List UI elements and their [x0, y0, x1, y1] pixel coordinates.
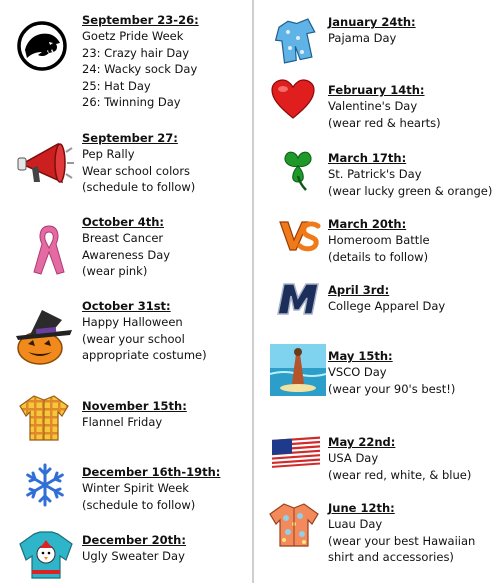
event-text: [328, 500, 475, 566]
flannel-shirt-icon: [18, 392, 70, 444]
event-date: December 16th-19th:: [82, 465, 221, 479]
event-line: shirt and accessories): [328, 550, 454, 565]
event-line: 24: Wacky sock Day: [82, 62, 198, 77]
event-line: (wear your school: [82, 331, 185, 346]
event-text: [328, 150, 492, 199]
event-line: St. Patrick's Day: [328, 167, 422, 182]
snowflake-icon: [22, 462, 68, 508]
event-line: Winter Spirit Week: [82, 481, 189, 496]
event-line: Awareness Day: [82, 247, 171, 262]
event-date: May 22nd:: [328, 435, 396, 449]
event-text: [82, 214, 170, 280]
event-date: January 24th:: [328, 15, 416, 29]
event-date: April 3rd:: [328, 283, 390, 297]
event-text: [328, 82, 441, 131]
event-line: Flannel Friday: [82, 415, 163, 430]
event-line: (wear red, white, & blue): [328, 467, 472, 482]
event-line: Homeroom Battle: [328, 233, 430, 248]
event-line: 26: Twinning Day: [82, 95, 181, 110]
event-line: Luau Day: [328, 517, 383, 532]
event-line: Breast Cancer: [82, 231, 164, 246]
event-line: (schedule to follow): [82, 180, 196, 195]
event-date: March 20th:: [328, 217, 407, 231]
event-line: Goetz Pride Week: [82, 29, 184, 44]
hawaiian-shirt-icon: [268, 500, 320, 550]
event-line: (details to follow): [328, 249, 429, 264]
event-date: February 14th:: [328, 83, 425, 97]
event-line: (wear red & hearts): [328, 115, 441, 130]
event-text: [82, 398, 187, 431]
event-line: Happy Halloween: [82, 315, 183, 330]
event-date: May 15th:: [328, 349, 393, 363]
event-line: Pep Rally: [82, 147, 135, 162]
column-divider: [252, 0, 254, 583]
event-text: [328, 14, 416, 47]
event-date: October 31st:: [82, 299, 171, 313]
event-text: [328, 348, 455, 397]
event-line: Ugly Sweater Day: [82, 549, 185, 564]
event-text: [82, 464, 220, 513]
event-text: [82, 532, 186, 565]
event-line: USA Day: [328, 451, 379, 466]
event-line: Pajama Day: [328, 31, 397, 46]
megaphone-icon: [14, 138, 76, 190]
event-line: (wear your 90's best!): [328, 381, 456, 396]
event-line: 23: Crazy hair Day: [82, 45, 190, 60]
red-heart-icon: [270, 78, 316, 120]
event-line: VSCO Day: [328, 365, 387, 380]
event-line: (wear lucky green & orange): [328, 183, 493, 198]
event-date: October 4th:: [82, 215, 164, 229]
event-date: November 15th:: [82, 399, 187, 413]
jack-o-lantern-witch-hat-icon: [12, 306, 76, 366]
college-m-logo-icon: [272, 280, 324, 316]
event-date: March 17th:: [328, 151, 407, 165]
event-date: September 27:: [82, 131, 178, 145]
event-line: Valentine's Day: [328, 99, 418, 114]
event-line: (wear pink): [82, 264, 148, 279]
event-text: [82, 298, 207, 364]
event-text: [82, 130, 195, 196]
pajamas-icon: [272, 16, 320, 64]
usa-flag-icon: [270, 436, 322, 470]
event-line: appropriate costume): [82, 348, 207, 363]
event-text: [328, 282, 445, 315]
event-line: Wear school colors: [82, 163, 191, 178]
event-line: (wear your best Hawaiian: [328, 533, 476, 548]
beach-surfer-photo-icon: [270, 344, 326, 396]
event-line: 25: Hat Day: [82, 78, 151, 93]
event-date: June 12th:: [328, 501, 395, 515]
event-text: [328, 216, 430, 265]
event-line: College Apparel Day: [328, 299, 446, 314]
pink-ribbon-icon: [32, 222, 66, 278]
ugly-sweater-icon: [18, 530, 74, 580]
event-text: [82, 12, 199, 110]
event-line: (schedule to follow): [82, 497, 196, 512]
event-date: September 23-26:: [82, 13, 199, 27]
shamrock-icon: [278, 146, 318, 192]
panther-logo-icon: [16, 20, 68, 72]
event-date: December 20th:: [82, 533, 186, 547]
vs-battle-icon: [278, 218, 322, 254]
event-text: [328, 434, 471, 483]
